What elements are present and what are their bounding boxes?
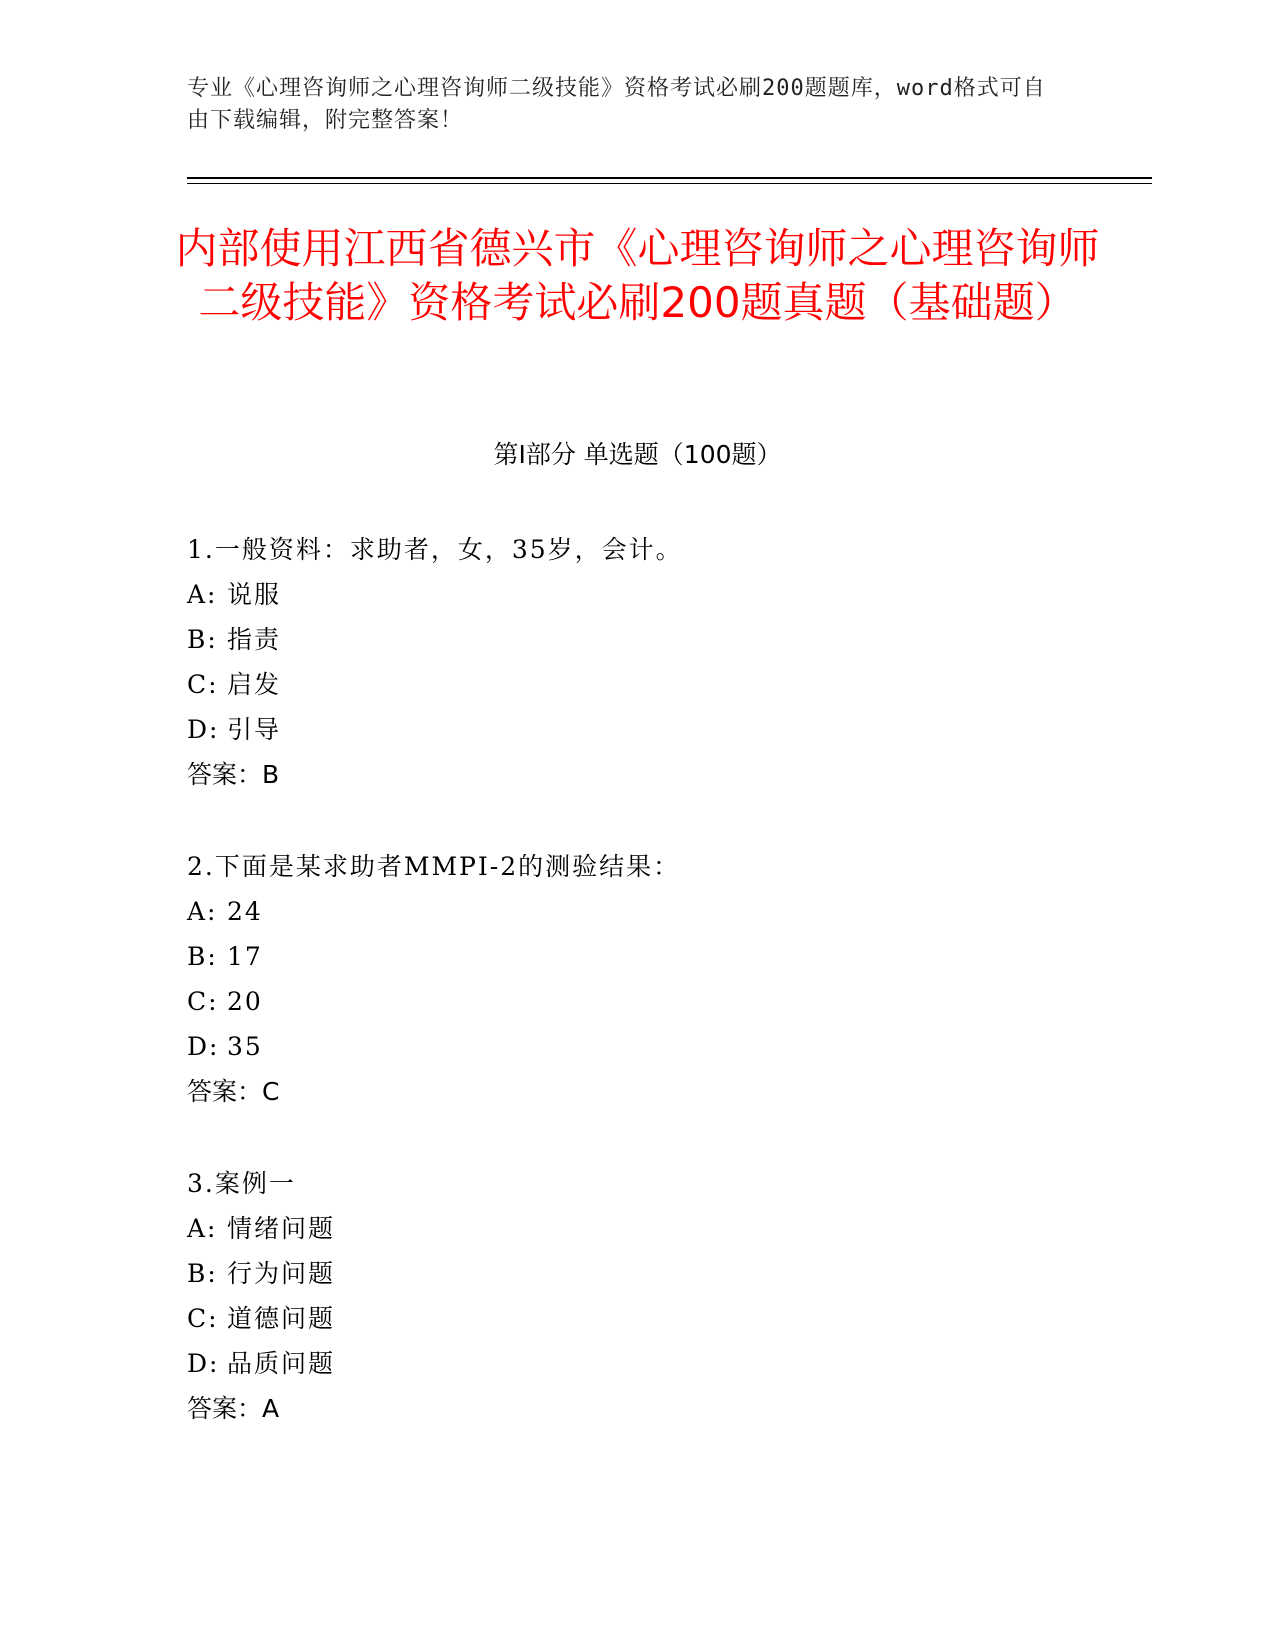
option-letter: C:: [187, 1304, 219, 1333]
option-text: 指责: [227, 625, 282, 654]
option-text: 引导: [227, 715, 282, 744]
option-d: [187, 707, 1087, 752]
option-letter: A:: [187, 1214, 218, 1243]
option-text: 17: [227, 942, 263, 971]
option-letter: D:: [187, 1032, 220, 1061]
option-letter: A:: [187, 580, 218, 609]
option-letter: B:: [187, 1259, 218, 1288]
option-text: 情绪问题: [227, 1214, 336, 1243]
option-letter: B:: [187, 625, 218, 654]
answer-line: 答案：C: [187, 1077, 280, 1106]
option-b: [187, 934, 1087, 979]
option-text: 24: [227, 897, 263, 926]
option-b: [187, 1251, 1087, 1296]
section-heading: 第Ⅰ部分 单选题（100题）: [493, 440, 782, 469]
option-text: 35: [227, 1032, 263, 1061]
option-a: [187, 572, 1087, 617]
question-item: [187, 844, 1087, 1114]
option-text: 说服: [227, 580, 282, 609]
option-letter: B:: [187, 942, 218, 971]
option-c: [187, 1296, 1087, 1341]
header-rule-thick: [187, 177, 1152, 179]
option-a: [187, 889, 1087, 934]
option-c: [187, 979, 1087, 1024]
option-text: 20: [227, 987, 263, 1016]
option-text: 品质问题: [227, 1349, 336, 1378]
option-letter: D:: [187, 715, 220, 744]
option-letter: C:: [187, 987, 219, 1016]
answer-line: 答案：A: [187, 1394, 280, 1423]
option-text: 行为问题: [227, 1259, 336, 1288]
question-stem: 2.下面是某求助者MMPI-2的测验结果：: [187, 852, 681, 881]
question-stem: 3.案例一: [187, 1169, 296, 1198]
question-item: [187, 1161, 1087, 1431]
question-item: [187, 527, 1087, 797]
option-text: 道德问题: [227, 1304, 336, 1333]
question-list: [187, 527, 1087, 1478]
option-text: 启发: [227, 670, 282, 699]
option-a: [187, 1206, 1087, 1251]
header-rule-thin: [187, 183, 1152, 184]
document-title: 内部使用江西省德兴市《心理咨询师之心理咨询师二级技能》资格考试必刷200题真题（基础题）: [175, 224, 1100, 327]
option-c: [187, 662, 1087, 707]
header-note: 专业《心理咨询师之心理咨询师二级技能》资格考试必刷200题题库，word格式可自由下载编辑，附完整答案！: [187, 76, 1046, 133]
option-b: [187, 617, 1087, 662]
answer-line: 答案：B: [187, 760, 280, 789]
option-letter: D:: [187, 1349, 220, 1378]
option-d: [187, 1024, 1087, 1069]
question-stem: 1.一般资料：求助者，女，35岁，会计。: [187, 535, 683, 564]
option-letter: C:: [187, 670, 219, 699]
option-d: [187, 1341, 1087, 1386]
option-letter: A:: [187, 897, 218, 926]
